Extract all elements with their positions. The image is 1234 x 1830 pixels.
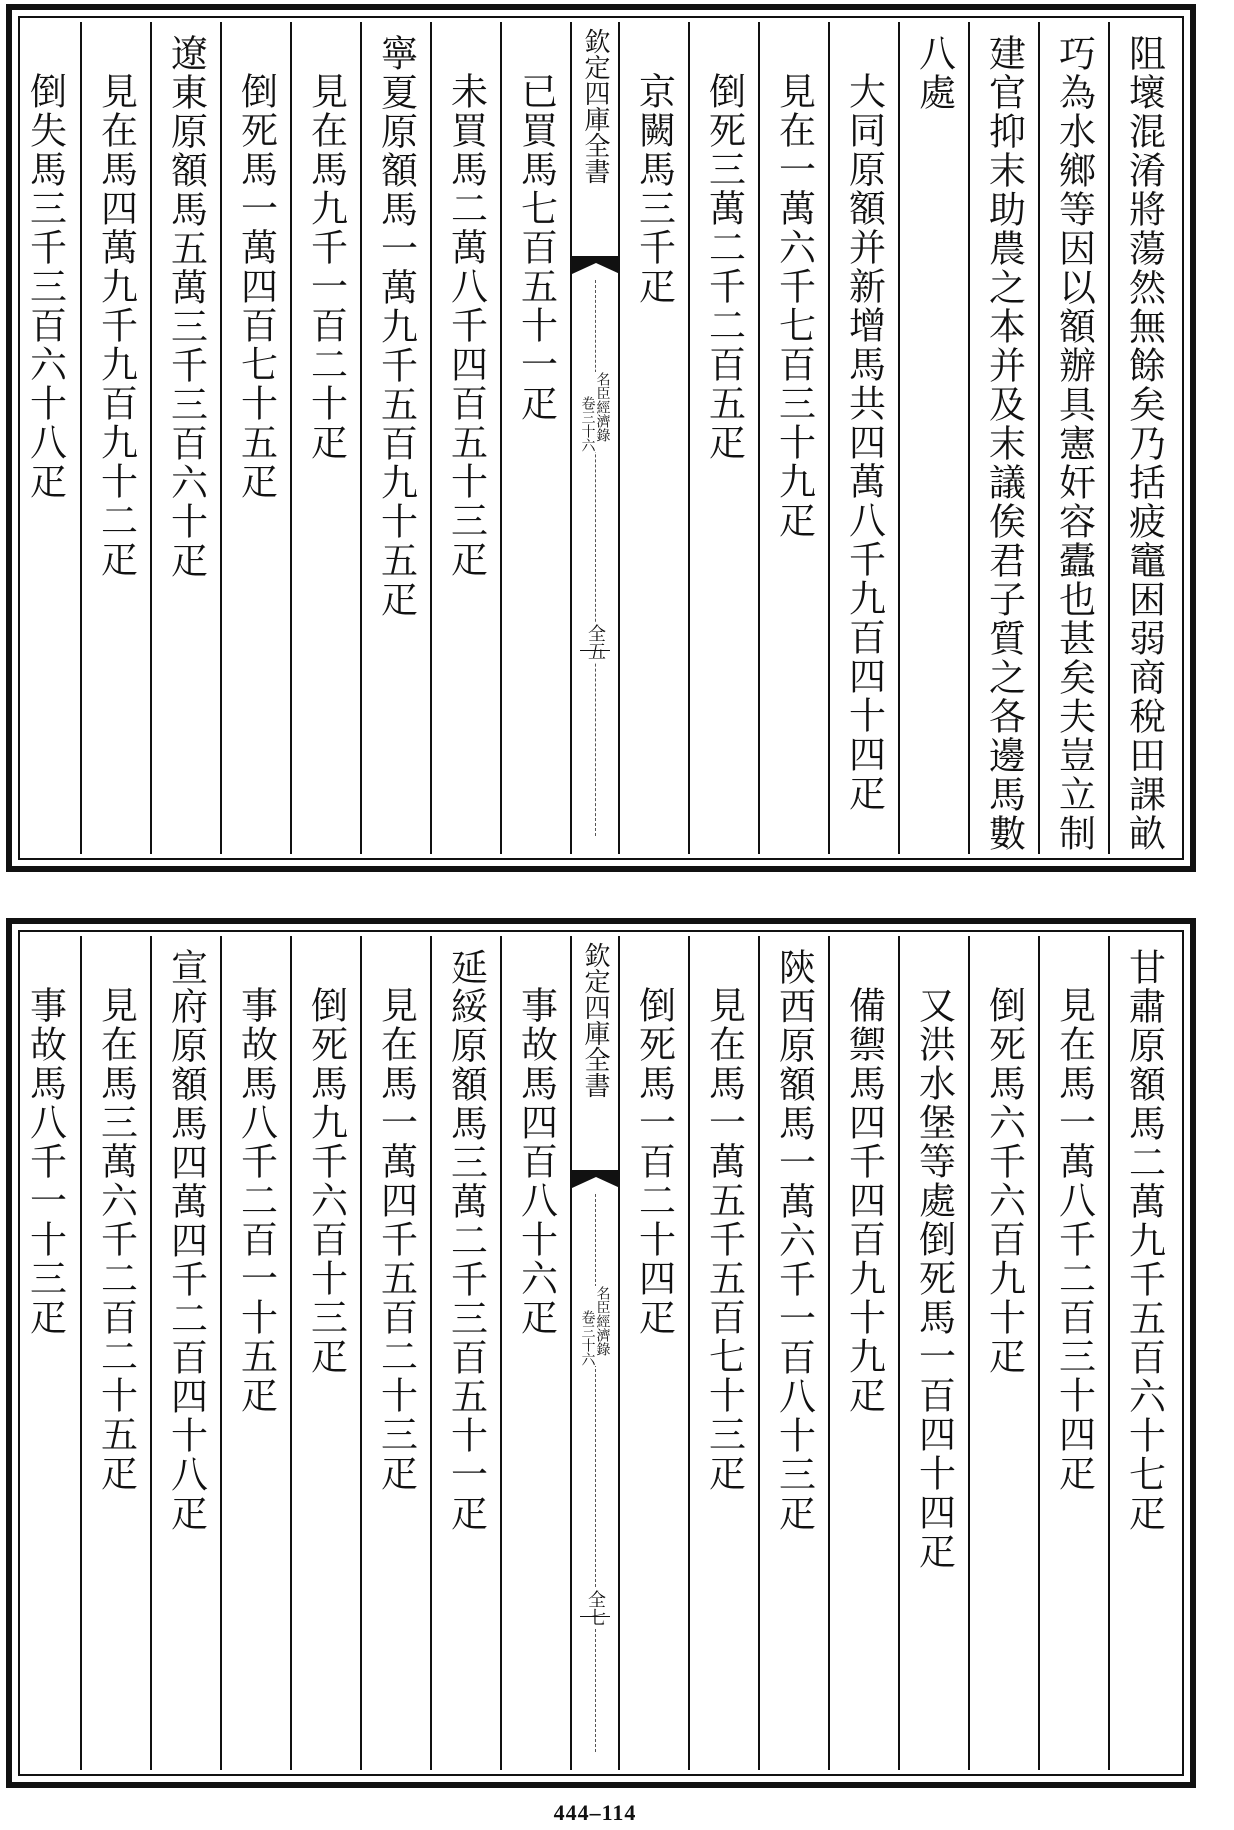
text-column: [758, 22, 828, 854]
column-text: 見在馬四萬九千九百九十二疋: [94, 72, 138, 579]
column-text: 見在馬一萬四千五百二十三疋: [374, 986, 418, 1493]
text-column: [968, 936, 1038, 1770]
text-column: [1038, 936, 1108, 1770]
column-text: 京闕馬三千疋: [632, 72, 676, 306]
column-text: 宣府原額馬四萬四千二百四十八疋: [164, 948, 208, 1533]
text-column: [898, 936, 968, 1770]
section-title: 名臣經濟錄: [594, 1286, 611, 1356]
text-column: [430, 936, 500, 1770]
fish-tail-ornament: [572, 1168, 620, 1190]
section-label: [575, 372, 615, 452]
column-text: 建官抑末助農之本并及末議俟君子質之各邊馬數: [982, 34, 1026, 853]
leaf-number: 全七: [585, 1590, 606, 1626]
text-column: [360, 936, 430, 1770]
text-column: [500, 936, 570, 1770]
column-text: 見在一萬六千七百三十九疋: [772, 72, 816, 540]
column-text: 倒死三萬二千二百五疋: [702, 72, 746, 462]
text-column: [618, 22, 688, 854]
running-title: 欽定四庫全書: [580, 942, 610, 1098]
column-text: 事故馬八千一十三疋: [23, 986, 67, 1337]
column-text: 又洪水堡等處倒死馬一百四十四疋: [912, 986, 956, 1571]
bottom-page: [6, 918, 1196, 1788]
column-text: 倒死馬一百二十四疋: [632, 986, 676, 1337]
column-text: 已買馬七百五十一疋: [514, 72, 558, 423]
column-text: 陝西原額馬一萬六千一百八十三疋: [772, 948, 816, 1533]
center-fold: [570, 936, 618, 1770]
column-text: 阻壞混淆將蕩然無餘矣乃括疲竈困弱商稅田課畝: [1122, 34, 1166, 853]
text-column: [290, 936, 360, 1770]
column-text: 事故馬八千二百一十五疋: [234, 986, 278, 1415]
leaf-number: 全五: [585, 624, 606, 660]
text-column: [688, 22, 758, 854]
text-column: [1108, 22, 1178, 854]
leaf-rule: [580, 1616, 610, 1617]
column-text: 見在馬一萬八千二百三十四疋: [1052, 986, 1096, 1493]
column-text: 八處: [912, 34, 956, 112]
column-text: 寧夏原額馬一萬九千五百九十五疋: [374, 34, 418, 619]
text-columns: [24, 936, 1178, 1770]
text-column: [618, 936, 688, 1770]
column-text: 倒死馬九千六百十三疋: [304, 986, 348, 1376]
leaf-rule: [580, 650, 610, 651]
text-column: [80, 936, 150, 1770]
text-column: [150, 936, 220, 1770]
section-volume: 卷三十六: [579, 396, 596, 452]
text-column: [500, 22, 570, 854]
fold-guide-line: [595, 280, 596, 836]
text-column: [1108, 936, 1178, 1770]
fold-guide-line: [595, 1194, 596, 1752]
column-text: 見在馬九千一百二十疋: [304, 72, 348, 462]
text-column: [10, 936, 80, 1770]
column-text: 甘肅原額馬二萬九千五百六十七疋: [1122, 948, 1166, 1533]
column-text: 大同原額并新增馬共四萬八千九百四十四疋: [842, 72, 886, 813]
text-column: [828, 22, 898, 854]
column-text: 見在馬三萬六千二百二十五疋: [94, 986, 138, 1493]
text-column: [1038, 22, 1108, 854]
section-volume: 卷三十六: [579, 1310, 596, 1366]
column-text: 倒死馬一萬四百七十五疋: [234, 72, 278, 501]
column-text: 事故馬四百八十六疋: [514, 986, 558, 1337]
fish-tail-ornament: [572, 254, 620, 276]
text-column: [758, 936, 828, 1770]
text-column: [10, 22, 80, 854]
column-text: 倒失馬三千三百六十八疋: [23, 72, 67, 501]
text-column: [898, 22, 968, 854]
page-number: 444–114: [553, 1800, 637, 1825]
text-column: [968, 22, 1038, 854]
column-text: 未買馬二萬八千四百五十三疋: [444, 72, 488, 579]
text-columns: [24, 22, 1178, 854]
text-column: [80, 22, 150, 854]
section-title: 名臣經濟錄: [594, 372, 611, 442]
column-text: 見在馬一萬五千五百七十三疋: [702, 986, 746, 1493]
text-column: [828, 936, 898, 1770]
text-column: [360, 22, 430, 854]
column-text: 遼東原額馬五萬三千三百六十疋: [164, 34, 208, 580]
top-page: [6, 4, 1196, 872]
column-text: 倒死馬六千六百九十疋: [982, 986, 1026, 1376]
text-column: [220, 936, 290, 1770]
column-text: 巧為水鄉等因以額辦具憲奸容蠹也甚矣夫豈立制: [1052, 34, 1096, 853]
column-text: 延綏原額馬三萬二千三百五十一疋: [444, 948, 488, 1533]
column-text: 備禦馬四千四百九十九疋: [842, 986, 886, 1415]
text-column: [290, 22, 360, 854]
text-column: [688, 936, 758, 1770]
section-label: [575, 1286, 615, 1366]
center-fold: [570, 22, 618, 854]
text-column: [220, 22, 290, 854]
text-column: [150, 22, 220, 854]
running-title: 欽定四庫全書: [580, 28, 610, 184]
text-column: [430, 22, 500, 854]
